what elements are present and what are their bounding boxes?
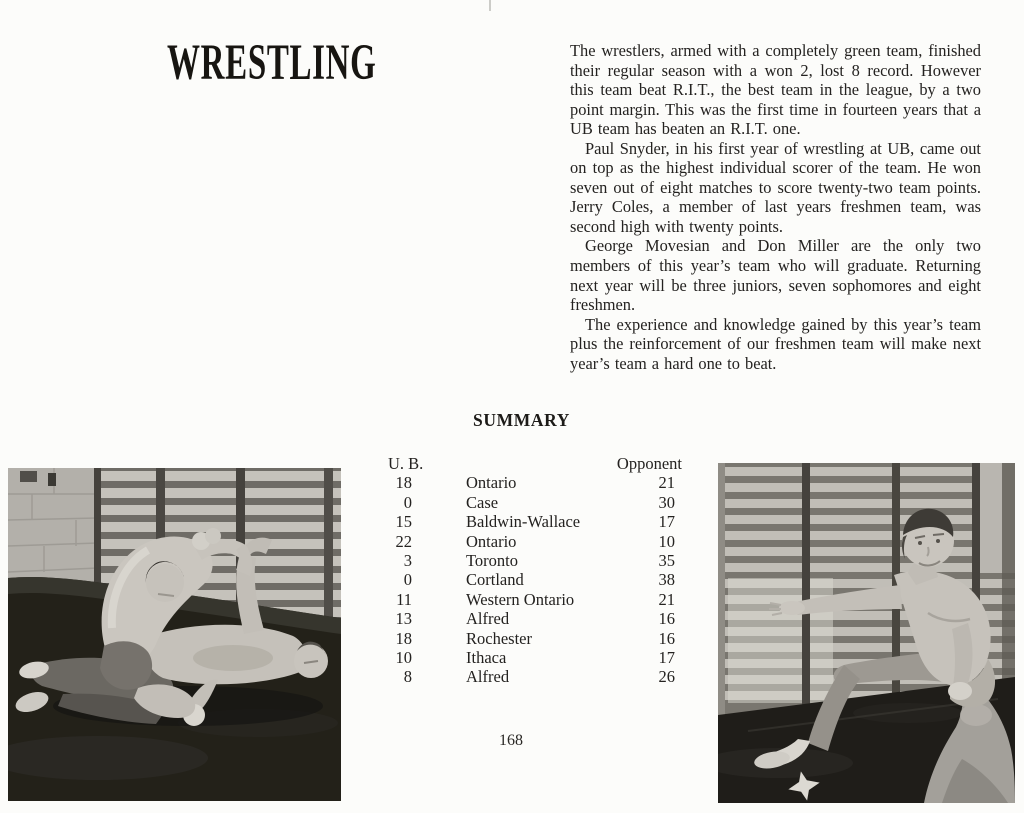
table-row (388, 512, 682, 531)
ub-score: 15 (395, 512, 412, 532)
opponent-score: 21 (658, 473, 675, 493)
opponent-name: Ontario (466, 531, 517, 551)
ub-score: 18 (395, 628, 412, 648)
opponent-name: Alfred (466, 667, 510, 687)
wrestler-stance-photo-illustration (718, 463, 1015, 803)
opponent-name: Case (466, 492, 499, 512)
table-row (388, 473, 682, 492)
article-paragraph: George Movesian and Don Miller are the only two members of this year’s team who will graduate. Returning next year will be three juniors, seven sophomores and eight freshmen. (570, 236, 981, 315)
table-row (388, 532, 682, 551)
opponent-score: 17 (658, 648, 675, 668)
summary-heading: SUMMARY (473, 410, 570, 430)
opponent-score: 16 (658, 609, 675, 629)
table-row (388, 493, 682, 512)
opponent-score: 26 (658, 667, 675, 687)
opponent-name: Ontario (466, 473, 517, 493)
page-number: 168 (499, 732, 523, 749)
opponent-name: Cortland (466, 570, 524, 590)
ub-score: 3 (403, 551, 412, 571)
ub-score: 13 (395, 609, 412, 629)
wrestling-pin-photo (8, 468, 341, 801)
ub-score: 18 (395, 473, 412, 493)
opponent-name: Baldwin-Wallace (466, 512, 581, 532)
opponent-score: 35 (658, 551, 675, 571)
opponent-score: 16 (658, 628, 675, 648)
ub-score: 10 (395, 648, 412, 668)
column-header-opponent: Opponent (616, 454, 682, 473)
opponent-name: Ithaca (466, 648, 507, 668)
table-row (388, 667, 682, 686)
opponent-score: 30 (658, 492, 675, 512)
opponent-name: Rochester (466, 628, 532, 648)
scan-artifact-line (489, 0, 491, 11)
table-row (388, 609, 682, 628)
table-row (388, 551, 682, 570)
table-row (388, 648, 682, 667)
ub-score: 8 (403, 667, 412, 687)
wrestling-pin-photo-illustration (8, 468, 341, 801)
page-title: WRESTLING (167, 32, 377, 90)
ub-score: 0 (403, 570, 412, 590)
opponent-name: Alfred (466, 609, 510, 629)
opponent-name: Toronto (466, 551, 519, 571)
article-paragraph: Paul Snyder, in his first year of wrestling at UB, came out on top as the highest individual scorer of the team. He won seven out of eight matches to score twenty-two team points. Jerry Coles, a member of last years freshmen team, was second high with twenty points. (570, 138, 981, 236)
column-header-ub: U. B. (388, 454, 424, 473)
opponent-score: 10 (658, 531, 675, 551)
table-row (388, 629, 682, 648)
opponent-score: 38 (658, 570, 675, 590)
article-text (570, 41, 981, 373)
opponent-score: 21 (658, 589, 675, 609)
article-paragraph: The wrestlers, armed with a completely green team, finished their regular season with a won 2, lost 8 record. However this team beat R.I.T., the best team in the league, by a two point margin. This was the first time in fourteen years that a UB team has beaten an R.I.T. one. (570, 41, 981, 139)
summary-table (388, 454, 682, 687)
ub-score: 11 (396, 589, 412, 609)
ub-score: 22 (395, 531, 412, 551)
opponent-score: 17 (658, 512, 675, 532)
opponent-name: Western Ontario (466, 589, 575, 609)
article-paragraph: The experience and knowledge gained by this year’s team plus the reinforcement of our freshmen team will make next year’s team a hard one to beat. (570, 314, 981, 373)
summary-table-header (388, 454, 682, 473)
table-row (388, 590, 682, 609)
ub-score: 0 (403, 492, 412, 512)
table-row (388, 570, 682, 589)
wrestler-stance-photo (718, 463, 1015, 803)
